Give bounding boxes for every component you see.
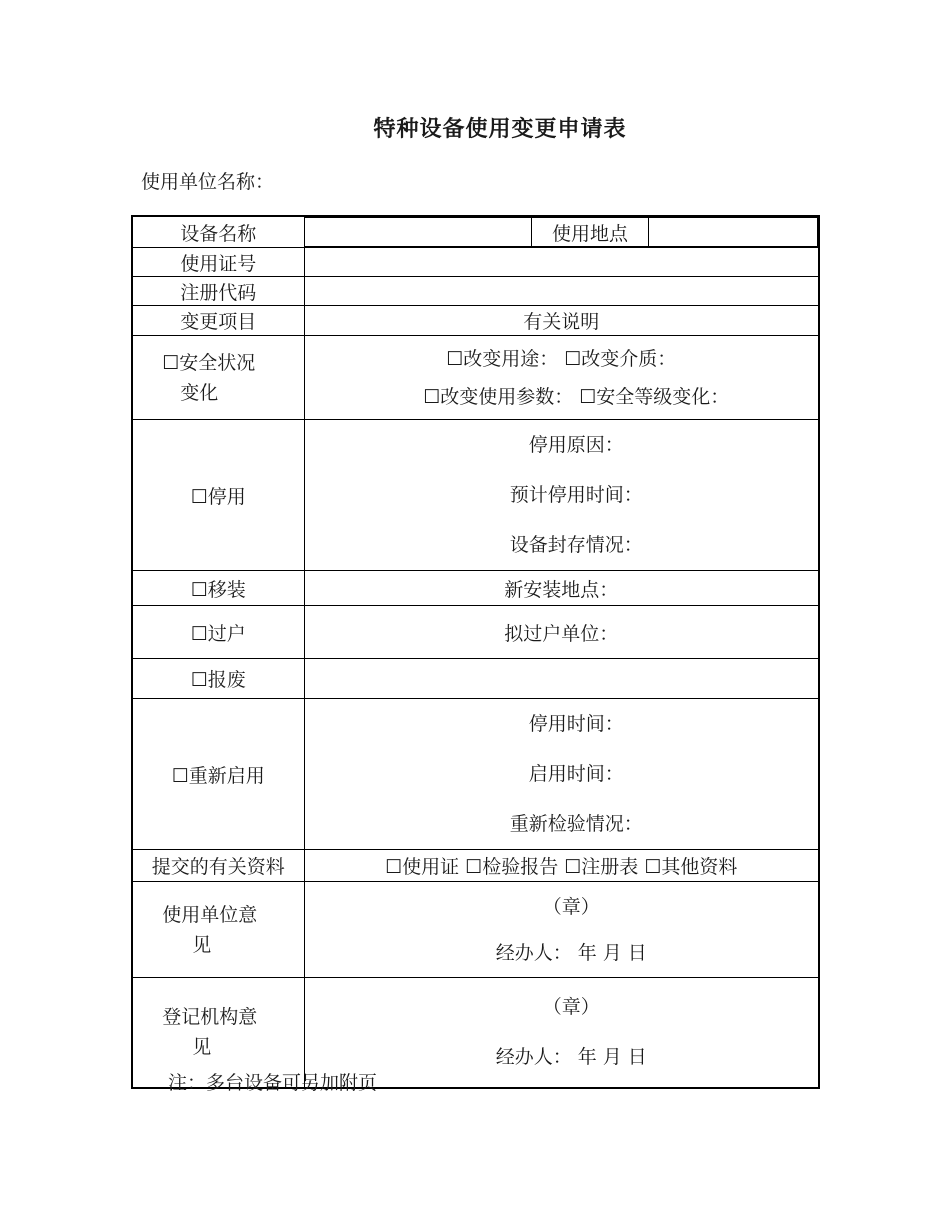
scrap-label[interactable]: ☐报废	[132, 659, 304, 699]
change-application-table	[131, 215, 820, 1089]
cert-no-label: 使用证号	[132, 248, 304, 277]
user-opinion-seal: （章）	[542, 895, 600, 918]
move-new-location: 新安装地点：	[304, 571, 819, 606]
row-transfer	[132, 606, 819, 659]
registry-opinion-signer[interactable]: 经办人： 年 月 日	[495, 1046, 647, 1069]
row-scrap	[132, 659, 819, 699]
transfer-label[interactable]: ☐过户	[132, 606, 304, 659]
related-desc-header: 有关说明	[304, 306, 819, 336]
scrap-field[interactable]	[304, 659, 819, 699]
change-item-header: 变更项目	[132, 306, 304, 336]
materials-items[interactable]: ☐使用证 ☐检验报告 ☐注册表 ☐其他资料	[304, 850, 819, 882]
location-label: 使用地点	[532, 218, 649, 247]
stop-expected-time: 预计停用时间：	[509, 484, 643, 506]
materials-label: 提交的有关资料	[132, 850, 304, 882]
device-name-field[interactable]	[305, 218, 532, 247]
cert-no-field[interactable]	[304, 248, 819, 277]
stop-sealing: 设备封存情况：	[509, 534, 643, 556]
row-safety-change	[132, 336, 819, 420]
footnote: 注：多台设备可另加附页	[168, 1072, 378, 1094]
stop-label[interactable]: ☐停用	[132, 420, 304, 571]
row-move	[132, 571, 819, 606]
restart-stop-time: 停用时间：	[528, 713, 624, 735]
registry-opinion-seal: （章）	[542, 996, 600, 1019]
unit-name-label: 使用单位名称：	[141, 171, 275, 193]
row-cert-no	[132, 248, 819, 277]
reg-code-field[interactable]	[304, 277, 819, 306]
restart-reinspection: 重新检验情况：	[509, 813, 643, 835]
safety-line-1[interactable]: ☐改变用途： ☐改变介质：	[446, 347, 677, 370]
transfer-new-unit: 拟过户单位：	[304, 606, 819, 659]
device-name-label: 设备名称	[132, 216, 304, 248]
row-stop	[132, 420, 819, 571]
user-opinion-label: 使用单位意 见	[162, 903, 258, 956]
location-field[interactable]	[649, 218, 818, 247]
restart-start-time: 启用时间：	[528, 763, 624, 785]
registry-opinion-label: 登记机构意 见	[162, 1006, 258, 1059]
row-reg-code	[132, 277, 819, 306]
row-header	[132, 306, 819, 336]
reg-code-label: 注册代码	[132, 277, 304, 306]
safety-line-2[interactable]: ☐改变使用参数： ☐安全等级变化：	[423, 385, 730, 408]
move-label[interactable]: ☐移装	[132, 571, 304, 606]
row-materials	[132, 850, 819, 882]
row-device-name	[132, 216, 819, 248]
stop-reason: 停用原因：	[528, 434, 624, 456]
form-title: 特种设备使用变更申请表	[373, 116, 627, 142]
row-user-opinion	[132, 882, 819, 978]
row-restart	[132, 699, 819, 850]
safety-change-label[interactable]: ☐安全状况 变化	[162, 351, 256, 404]
user-opinion-signer[interactable]: 经办人： 年 月 日	[495, 941, 647, 964]
restart-label[interactable]: ☐重新启用	[132, 699, 304, 850]
